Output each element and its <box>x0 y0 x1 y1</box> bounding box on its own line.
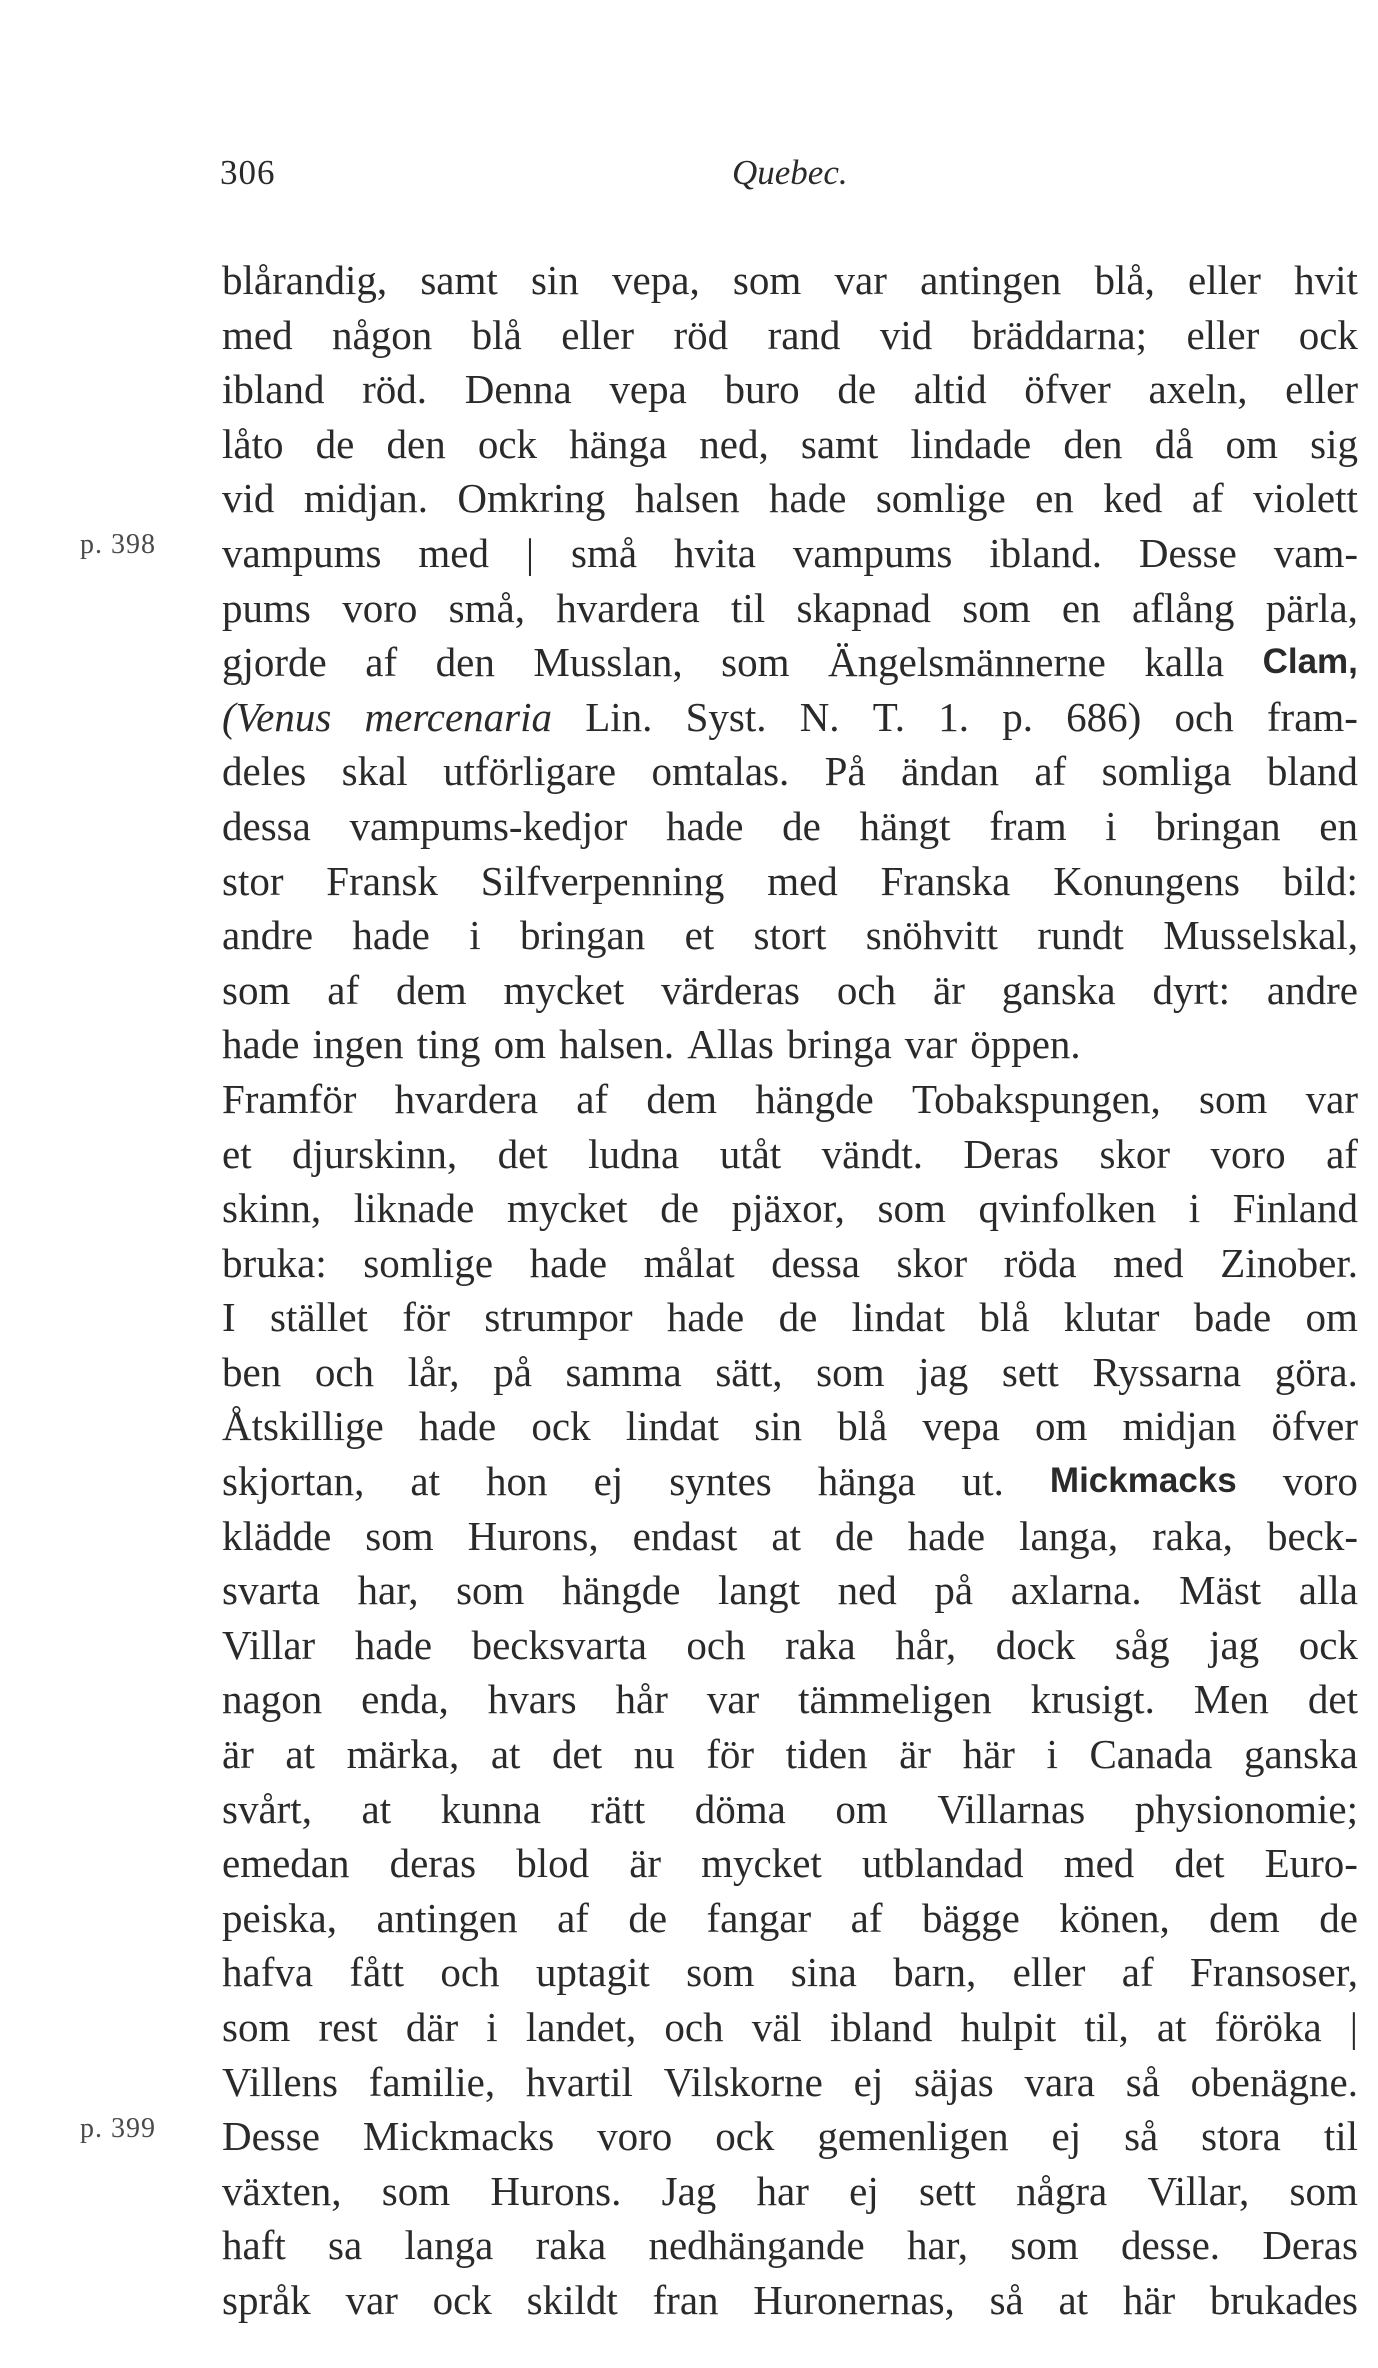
text-line: som rest där i landet, och väl ibland hulpit til, at föröka | <box>222 2004 1358 2050</box>
text-line: skjortan, at hon ej syntes hänga ut. Mickmacks voro <box>222 1458 1358 1505</box>
text-line: svårt, at kunna rätt döma om Villarnas physionomie; <box>222 1785 1358 1832</box>
text-line: bruka: somlige hade målat dessa skor röda med Zinober. <box>222 1239 1358 1286</box>
text-line: vid midjan. Omkring halsen hade somlige en ked af violett <box>222 475 1358 522</box>
text-line: klädde som Hurons, endast at de hade langa, raka, beck- <box>222 1512 1358 1559</box>
text-line: låto de den ock hänga ned, samt lindade den då om sig <box>222 420 1358 467</box>
text-line: Framför hvardera af dem hängde Tobakspungen, som var <box>222 1075 1358 1122</box>
text-line: (Venus mercenaria Lin. Syst. N. T. 1. p. 686) och fram- <box>222 693 1358 740</box>
text-line: är at märka, at det nu för tiden är här i Canada ganska <box>222 1731 1358 1778</box>
text-line: växten, som Hurons. Jag har ej sett några Villar, som <box>222 2167 1358 2214</box>
text-line: nagon enda, hvars hår var tämmeligen krusigt. Men det <box>222 1676 1358 1723</box>
page-title: Quebec. <box>732 153 848 192</box>
text-line: hade ingen ting om halsen. Allas bringa var öppen. <box>222 1021 1081 1068</box>
text-line: språk var ock skildt fran Huronernas, så at här brukades <box>222 2276 1358 2323</box>
text-line: blårandig, samt sin vepa, som var antingen blå, eller hvit <box>222 257 1358 303</box>
text-line: et djurskinn, det ludna utåt vändt. Deras skor voro af <box>222 1130 1358 1177</box>
text-line: Villar hade becksvarta och raka hår, dock såg jag ock <box>222 1621 1358 1668</box>
text-line: I stället för strumpor hade de lindat blå klutar bade om <box>222 1294 1358 1341</box>
text-line: ibland röd. Denna vepa buro de altid öfver axeln, eller <box>222 366 1358 413</box>
text-line: hafva fått och uptagit som sina barn, eller af Fransoser, <box>222 1949 1358 1996</box>
text-line: dessa vampums-kedjor hade de hängt fram i bringan en <box>222 802 1358 849</box>
text-line: peiska, antingen af de fangar af bägge könen, dem de <box>222 1894 1358 1941</box>
text-line: pums voro små, hvardera til skapnad som en aflång pärla, <box>222 584 1358 631</box>
text-line: stor Fransk Silfverpenning med Franska Konungens bild: <box>222 857 1358 904</box>
text-line: som af dem mycket värderas och är ganska dyrt: andre <box>222 966 1358 1013</box>
text-line: svarta har, som hängde langt ned på axlarna. Mäst alla <box>222 1567 1358 1614</box>
text-line: Villens familie, hvartil Vilskorne ej säjas vara så obenägne. <box>222 2058 1358 2105</box>
margin-note-p399: p. 399 <box>80 2113 156 2144</box>
text-line: gjorde af den Musslan, som Ängelsmännerne kalla Clam, <box>222 639 1358 686</box>
body-text <box>222 253 1358 2328</box>
text-line: emedan deras blod är mycket utblandad med det Euro- <box>222 1840 1358 1887</box>
text-line: haft sa langa raka nedhängande har, som desse. Deras <box>222 2222 1358 2269</box>
text-line: andre hade i bringan et stort snöhvitt rundt Musselskal, <box>222 912 1358 959</box>
text-line: vampums med | små hvita vampums ibland. Desse vam- <box>222 529 1358 576</box>
running-head <box>212 148 1348 198</box>
page-number: 306 <box>220 153 276 192</box>
text-line: Desse Mickmacks voro ock gemenligen ej så stora til <box>222 2113 1358 2160</box>
text-line: deles skal utförligare omtalas. På ändan af somliga bland <box>222 748 1358 795</box>
text-line: ben och lår, på samma sätt, som jag sett Ryssarna göra. <box>222 1348 1358 1395</box>
text-line: med någon blå eller röd rand vid bräddarna; eller ock <box>222 311 1358 358</box>
text-line: skinn, liknade mycket de pjäxor, som qvinfolken i Finland <box>222 1185 1358 1232</box>
margin-note-p398: p. 398 <box>80 529 156 560</box>
text-line: Åtskillige hade ock lindat sin blå vepa om midjan öfver <box>222 1403 1358 1450</box>
